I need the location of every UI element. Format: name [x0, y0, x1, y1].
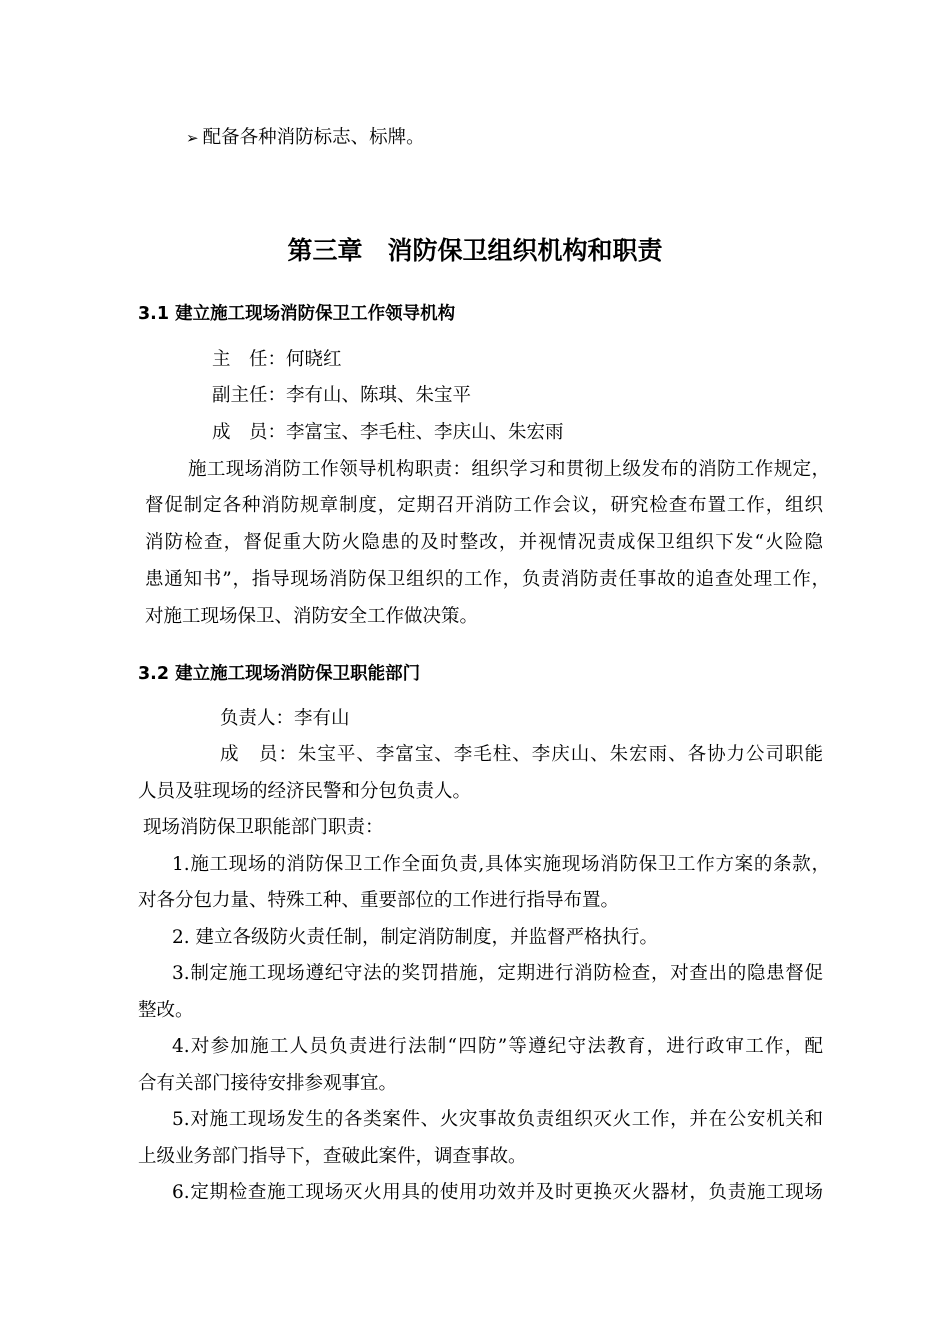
duty-line: 消防检查，督促重大防火隐患的及时整改，并视情况责成保卫组织下发“火险隐: [145, 532, 823, 553]
duty-item-1-cont: 对各分包力量、特殊工种、重要部位的工作进行指导布置。: [138, 890, 620, 911]
duty-item-1: 1.施工现场的消防保卫工作全面负责,具体实施现场消防保卫工作方案的条款，: [172, 854, 830, 875]
chapter-title: 第三章 消防保卫组织机构和职责: [287, 236, 663, 265]
arrow-right-bullet-icon: ➢: [186, 129, 199, 147]
duty-item-3-cont: 整改。: [138, 1000, 194, 1021]
duty-item-4: 4.对参加施工人员负责进行法制“四防”等遵纪守法教育，进行政审工作，配: [172, 1036, 823, 1057]
duty-item-4-cont: 合有关部门接待安排参观事宜。: [138, 1073, 398, 1094]
bullet-item: [186, 126, 425, 150]
duty-item-2: 2. 建立各级防火责任制，制定消防制度，并监督严格执行。: [172, 927, 659, 948]
members-line-cont: 人员及驻现场的经济民警和分包负责人。: [138, 781, 472, 802]
bullet-text: 配备各种消防标志、标牌。: [202, 127, 425, 148]
duty-item-3: 3.制定施工现场遵纪守法的奖罚措施，定期进行消防检查，对查出的隐患督促: [172, 963, 823, 984]
section-heading-2: 3.2 建立施工现场消防保卫职能部门: [138, 664, 421, 684]
members-line: 成 员：李富宝、李毛柱、李庆山、朱宏雨: [212, 422, 564, 443]
deputy-line: 副主任：李有山、陈琪、朱宝平: [212, 385, 472, 406]
duty-item-5: 5.对施工现场发生的各类案件、火灾事故负责组织灭火工作，并在公安机关和: [172, 1109, 823, 1130]
duty-line: 施工现场消防工作领导机构职责：组织学习和贯彻上级发布的消防工作规定，: [188, 459, 830, 480]
duty-item-6: 6.定期检查施工现场灭火用具的使用功效并及时更换灭火器材，负责施工现场: [172, 1182, 823, 1203]
section-heading-1: 3.1 建立施工现场消防保卫工作领导机构: [138, 304, 456, 324]
duty-line: 督促制定各种消防规章制度，定期召开消防工作会议，研究检查布置工作，组织: [145, 495, 823, 516]
members-line: 成 员：朱宝平、李富宝、李毛柱、李庆山、朱宏雨、各协力公司职能: [220, 744, 823, 765]
director-line: 主 任：何晓红: [212, 349, 342, 370]
duty-line: 患通知书”，指导现场消防保卫组织的工作，负责消防责任事故的追查处理工作，: [145, 569, 830, 590]
duties-title: 现场消防保卫职能部门职责：: [143, 817, 384, 838]
leader-line: 负责人：李有山: [220, 708, 350, 729]
duty-line: 对施工现场保卫、消防安全工作做决策。: [145, 606, 479, 627]
duty-item-5-cont: 上级业务部门指导下，查破此案件，调查事故。: [138, 1146, 527, 1167]
